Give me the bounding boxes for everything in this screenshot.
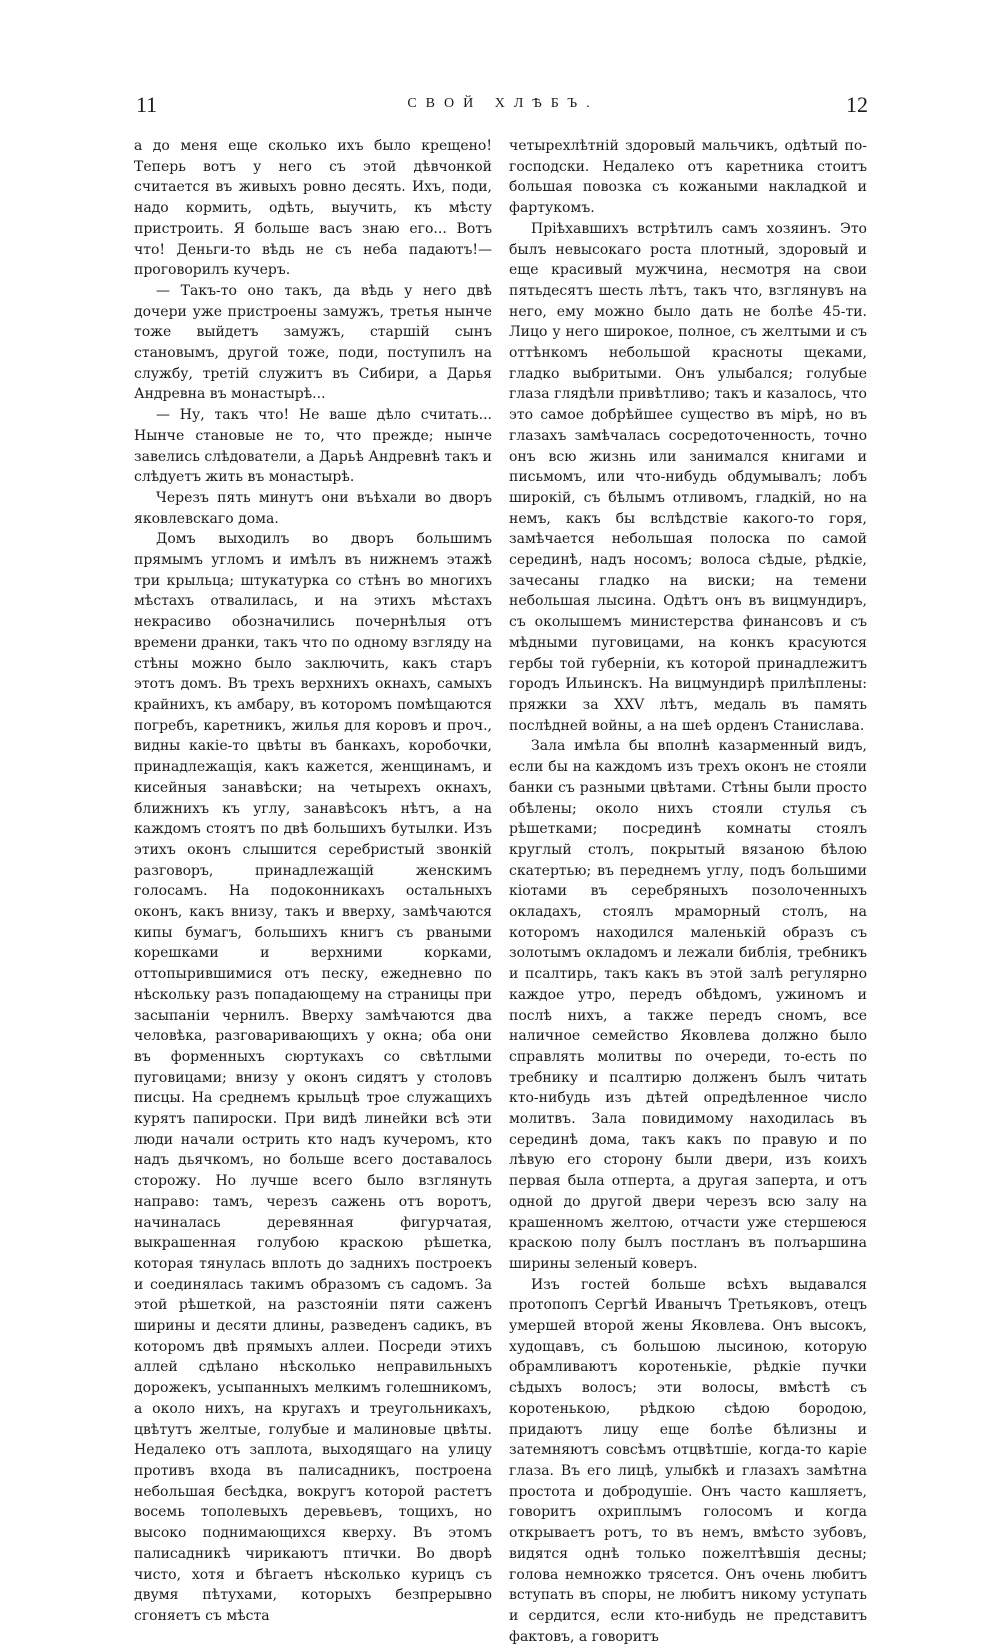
left-column bbox=[134, 136, 492, 1624]
paragraph: — Такъ-то оно такъ, да вѣдь у него двѣ дочери уже пристроены замужъ, третья нынче тоже выйдетъ замужъ, старшій сынъ становымъ, другой тоже, поди, поступилъ на службу, третій служитъ въ Сибири, а Дарья Андревна въ монастырѣ... bbox=[134, 282, 492, 403]
paragraph: четырехлѣтній здоровый мальчикъ, одѣтый по-господски. Недалеко отъ каретника стоитъ большая повозка съ кожаными накладкой и фартукомъ. bbox=[509, 138, 867, 217]
paragraph: Домъ выходилъ во дворъ большимъ прямымъ угломъ и имѣлъ въ нижнемъ этажѣ три крыльца; штукатурка со стѣнъ во многихъ мѣстахъ отвалилась, и на этихъ мѣстахъ некрасиво обозначились почернѣлыя отъ времени дранки, такъ что по одному взгляду на стѣны можно было заключить, какъ старъ этотъ домъ. Въ трехъ верхнихъ окнахъ, самыхъ крайнихъ, къ амбару, въ которомъ помѣщаются погребъ, каретникъ, жилья для коровъ и проч., видны какіе-то цвѣты въ банкахъ, коробочки, принадлежащія, какъ кажется, женщинамъ, и кисейныя занавѣски; на четырехъ окнахъ, ближнихъ къ углу, занавѣсокъ нѣтъ, а на каждомъ стоятъ по двѣ большихъ бутылки. Изъ этихъ оконъ слышится серебристый звонкій разговоръ, принадлежащій женскимъ голосамъ. На подоконникахъ остальныхъ оконъ, какъ внизу, такъ и вверху, замѣчаются кипы бумагъ, большихъ книгъ съ рваными корешками и верхними корками, оттопырившимися отъ песку, ежедневно по нѣскольку разъ попадающему на страницы при засыпаніи чернилъ. Вверху замѣчаются два человѣка, разговаривающихъ у окна; оба они въ форменныхъ сюртукахъ со свѣтлыми пуговицами; внизу у оконъ сидятъ у столовъ писцы. На среднемъ крыльцѣ трое служащихъ курятъ папироски. При видѣ линейки всѣ эти люди начали острить кто надъ кучеромъ, кто надъ дьячкомъ, но больше всего доставалось сторожу. Но лучше всего было взглянуть направо: тамъ, черезъ сажень отъ воротъ, начиналась деревянная фигурчатая, выкрашенная голубою краскою рѣшетка, которая тянулась вплоть до заднихъ построекъ и соединялась такимъ образомъ съ садомъ. За этой рѣшеткой, на разстояніи пяти саженъ ширины и десяти длины, разведенъ садикъ, въ которомъ двѣ прямыхъ аллеи. Посреди этихъ аллей сдѣлано нѣсколько неправильныхъ дорожекъ, усыпанныхъ мелкимъ голешникомъ, а около нихъ, на кругахъ и треугольникахъ, цвѣтутъ желтые, голубые и малиновые цвѣты. Недалеко отъ заплота, выходящаго на улицу противъ входа въ палисадникъ, построена небольшая бесѣдка, вокругъ которой растетъ восемь тополевыхъ деревьевъ, тощихъ, но высоко поднимающихся кверху. Въ этомъ палисадникѣ чирикаютъ птички. Во дворѣ чисто, хотя и бѣгаетъ нѣсколько курицъ съ двумя пѣтухами, которыхъ безпрерывно сгоняетъ съ мѣста bbox=[134, 531, 492, 1624]
paragraph: Изъ гостей больше всѣхъ выдавался протопопъ Сергѣй Иванычъ Третьяковъ, отецъ умершей второй жены Яковлева. Онъ высокъ, худощавъ, съ большою лысиною, которую обрамливаютъ коротенькіе, рѣдкіе пучки сѣдыхъ волосъ; эти волосы, вмѣстѣ съ коротенькою, рѣдкою сѣдою бородою, придаютъ лицу еще болѣе бѣлизны и затемняютъ совсѣмъ отцвѣтшіе, когда-то каріе глаза. Въ его лицѣ, улыбкѣ и глазахъ замѣтна простота и добродушіе. Онъ часто кашляетъ, говоритъ охриплымъ голосомъ и когда открываетъ ротъ, то въ немъ, вмѣсто зубовъ, видятся однѣ только пожелтѣвшія десны; голова немножко трясется. Онъ очень любитъ вступать въ споры, не любитъ никому уступать и сердится, если кто-нибудь не представитъ фактовъ, а говоритъ bbox=[509, 1276, 867, 1645]
page-header bbox=[134, 92, 872, 124]
left-page-number: 11 bbox=[136, 92, 158, 117]
paragraph: а до меня еще сколько ихъ было крещено! Теперь вотъ у него съ этой дѣвчонкой считается въ живыхъ ровно десять. Ихъ, поди, надо кормить, одѣть, выучить, къ мѣсту пристроить. Я больше васъ знаю его... Вотъ что! Деньги-то вѣдь не съ неба падаютъ!—проговорилъ кучеръ. bbox=[134, 138, 492, 279]
running-title: СВОЙ ХЛѢБЪ. bbox=[407, 96, 599, 111]
paragraph: — Ну, такъ что! Не ваше дѣло считать... Нынче становые не то, что прежде; нынче завелись слѣдователи, а Дарьѣ Андревнѣ такъ и слѣдуетъ жить въ монастырѣ. bbox=[134, 407, 492, 486]
paragraph: Черезъ пять минутъ они въѣхали во дворъ яковлевскаго дома. bbox=[134, 489, 492, 527]
right-page-number: 12 bbox=[846, 92, 868, 117]
paragraph: Зала имѣла бы вполнѣ казарменный видъ, если бы на каждомъ изъ трехъ оконъ не стояли банки съ разными цвѣтами. Стѣны были просто обѣлены; около нихъ стояли стулья съ рѣшетками; посрединѣ комнаты стоялъ круглый столъ, покрытый вязаною бѣлою скатертью; въ переднемъ углу, подъ большими кіотами въ серебряныхъ позолоченныхъ окладахъ, стоялъ мраморный столъ, на которомъ находился маленькій образъ съ золотымъ окладомъ и лежали библія, требникъ и псалтирь, такъ какъ въ этой залѣ регулярно каждое утро, передъ обѣдомъ, ужиномъ и послѣ нихъ, а также передъ сномъ, все наличное семейство Яковлева должно было справлять молитвы по очереди, то-есть по требнику и псалтирю долженъ былъ читать кто-нибудь изъ дѣтей опредѣленное число молитвъ. Зала повидимому находилась въ серединѣ дома, такъ какъ по правую и по лѣвую его сторону были двери, изъ коихъ первая была отперта, а другая заперта, и отъ одной до другой двери черезъ всю залу на крашенномъ желтою, отчасти уже стершеюся краскою полу былъ постланъ въ полъаршина ширины зеленый коверъ. bbox=[509, 738, 867, 1272]
right-column bbox=[509, 136, 867, 1645]
paragraph: Пріѣхавшихъ встрѣтилъ самъ хозяинъ. Это былъ невысокаго роста плотный, здоровый и еще красивый мужчина, несмотря на свои пятьдесятъ шесть лѣтъ, такъ что, взглянувъ на него, ему можно было дать не болѣе 45-ти. Лицо у него широкое, полное, съ желтыми и съ оттѣнкомъ небольшой красноты щеками, гладко выбритыми. Онъ улыбался; голубые глаза глядѣли привѣтливо; такъ и казалось, что это самое добрѣйшее существо въ мірѣ, но въ глазахъ замѣчалась сосредоточенность, точно онъ всю жизнь или занимался книгами и письмомъ, или что-нибудь обдумывалъ; лобъ широкій, съ бѣлымъ отливомъ, гладкій, но на немъ, какъ бы вслѣдствіе какого-то горя, замѣчается небольшая полоска по самой серединѣ, надъ носомъ; волоса сѣдые, рѣдкіе, зачесаны гладко на виски; на темени небольшая лысина. Одѣтъ онъ въ вицмундиръ, съ околышемъ министерства финансовъ и съ мѣдными пуговицами, на конкъ красуются гербы той губерніи, къ которой принадлежитъ городъ Ильинскъ. На вицмундирѣ прилѣплены: пряжки за XXV лѣтъ, медаль въ память послѣдней войны, а на шеѣ орденъ Станислава. bbox=[509, 220, 867, 734]
